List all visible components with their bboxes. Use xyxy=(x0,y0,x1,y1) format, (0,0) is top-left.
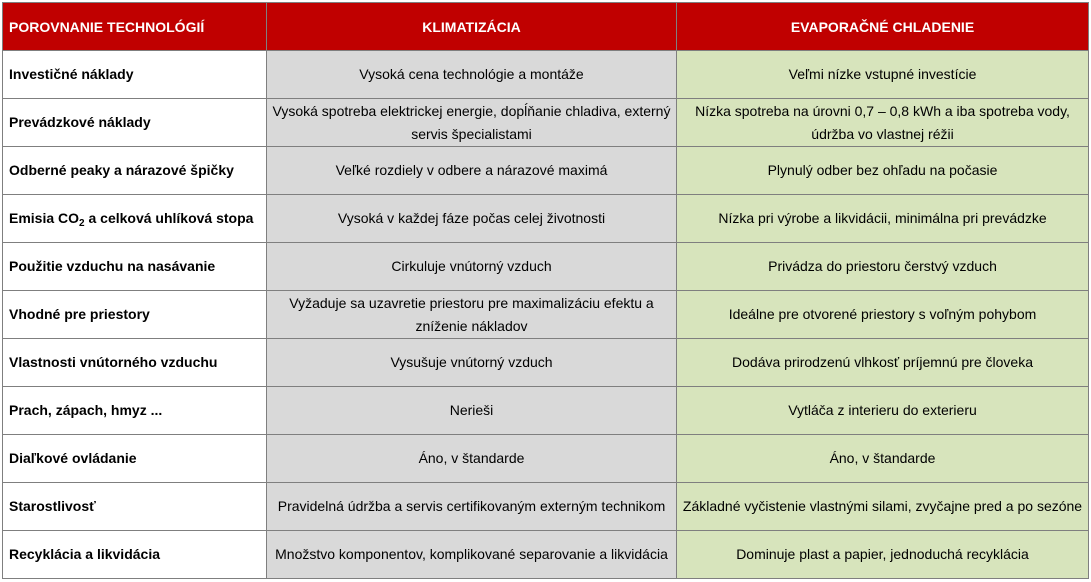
row-label xyxy=(3,195,267,243)
air-conditioning-cell: Vysušuje vnútorný vzduch xyxy=(267,339,677,387)
header-evaporative-cooling: EVAPORAČNÉ CHLADENIE xyxy=(677,3,1089,51)
evaporative-cooling-cell: Dominuje plast a papier, jednoduchá recyklácia xyxy=(677,531,1089,579)
air-conditioning-cell: Vyžaduje sa uzavretie priestoru pre maximalizáciu efektu a zníženie nákladov xyxy=(267,291,677,339)
comparison-table xyxy=(2,2,1089,579)
table-row xyxy=(3,483,1089,531)
air-conditioning-cell: Veľké rozdiely v odbere a nárazové maximá xyxy=(267,147,677,195)
row-label: Recyklácia a likvidácia xyxy=(3,531,267,579)
evaporative-cooling-cell: Plynulý odber bez ohľadu na počasie xyxy=(677,147,1089,195)
evaporative-cooling-cell: Dodáva prirodzenú vlhkosť príjemnú pre človeka xyxy=(677,339,1089,387)
air-conditioning-cell: Cirkuluje vnútorný vzduch xyxy=(267,243,677,291)
evaporative-cooling-cell: Základné vyčistenie vlastnými silami, zvyčajne pred a po sezóne xyxy=(677,483,1089,531)
table-row xyxy=(3,195,1089,243)
table-row xyxy=(3,387,1089,435)
air-conditioning-cell: Áno, v štandarde xyxy=(267,435,677,483)
header-row xyxy=(3,3,1089,51)
row-label: Investičné náklady xyxy=(3,51,267,99)
evaporative-cooling-cell: Ideálne pre otvorené priestory s voľným pohybom xyxy=(677,291,1089,339)
table-row xyxy=(3,147,1089,195)
table-row xyxy=(3,531,1089,579)
evaporative-cooling-cell: Áno, v štandarde xyxy=(677,435,1089,483)
row-label-subscript: 2 xyxy=(79,218,85,229)
evaporative-cooling-cell: Nízka spotreba na úrovni 0,7 – 0,8 kWh a iba spotreba vody, údržba vo vlastnej réžii xyxy=(677,99,1089,147)
evaporative-cooling-cell: Privádza do priestoru čerstvý vzduch xyxy=(677,243,1089,291)
table-row xyxy=(3,51,1089,99)
row-label: Prevádzkové náklady xyxy=(3,99,267,147)
table-row xyxy=(3,291,1089,339)
row-label: Vhodné pre priestory xyxy=(3,291,267,339)
header-air-conditioning: KLIMATIZÁCIA xyxy=(267,3,677,51)
row-label: Použitie vzduchu na nasávanie xyxy=(3,243,267,291)
air-conditioning-cell: Nerieši xyxy=(267,387,677,435)
row-label-prefix: Emisia CO xyxy=(9,210,80,226)
air-conditioning-cell: Množstvo komponentov, komplikované separovanie a likvidácia xyxy=(267,531,677,579)
evaporative-cooling-cell: Nízka pri výrobe a likvidácii, minimálna pri prevádzke xyxy=(677,195,1089,243)
air-conditioning-cell: Vysoká spotreba elektrickej energie, dopĺňanie chladiva, externý servis špecialistami xyxy=(267,99,677,147)
air-conditioning-cell: Vysoká cena technológie a montáže xyxy=(267,51,677,99)
row-label-suffix: a celková uhlíková stopa xyxy=(84,210,254,226)
row-label: Diaľkové ovládanie xyxy=(3,435,267,483)
row-label: Odberné peaky a nárazové špičky xyxy=(3,147,267,195)
evaporative-cooling-cell: Veľmi nízke vstupné investície xyxy=(677,51,1089,99)
header-technology-comparison: POROVNANIE TECHNOLÓGIÍ xyxy=(3,3,267,51)
row-label: Starostlivosť xyxy=(3,483,267,531)
table-row xyxy=(3,339,1089,387)
air-conditioning-cell: Pravidelná údržba a servis certifikovaným externým technikom xyxy=(267,483,677,531)
row-label: Vlastnosti vnútorného vzduchu xyxy=(3,339,267,387)
evaporative-cooling-cell: Vytláča z interieru do exterieru xyxy=(677,387,1089,435)
table-row xyxy=(3,243,1089,291)
row-label: Prach, zápach, hmyz ... xyxy=(3,387,267,435)
table-row xyxy=(3,435,1089,483)
table-row xyxy=(3,99,1089,147)
air-conditioning-cell: Vysoká v každej fáze počas celej životnosti xyxy=(267,195,677,243)
